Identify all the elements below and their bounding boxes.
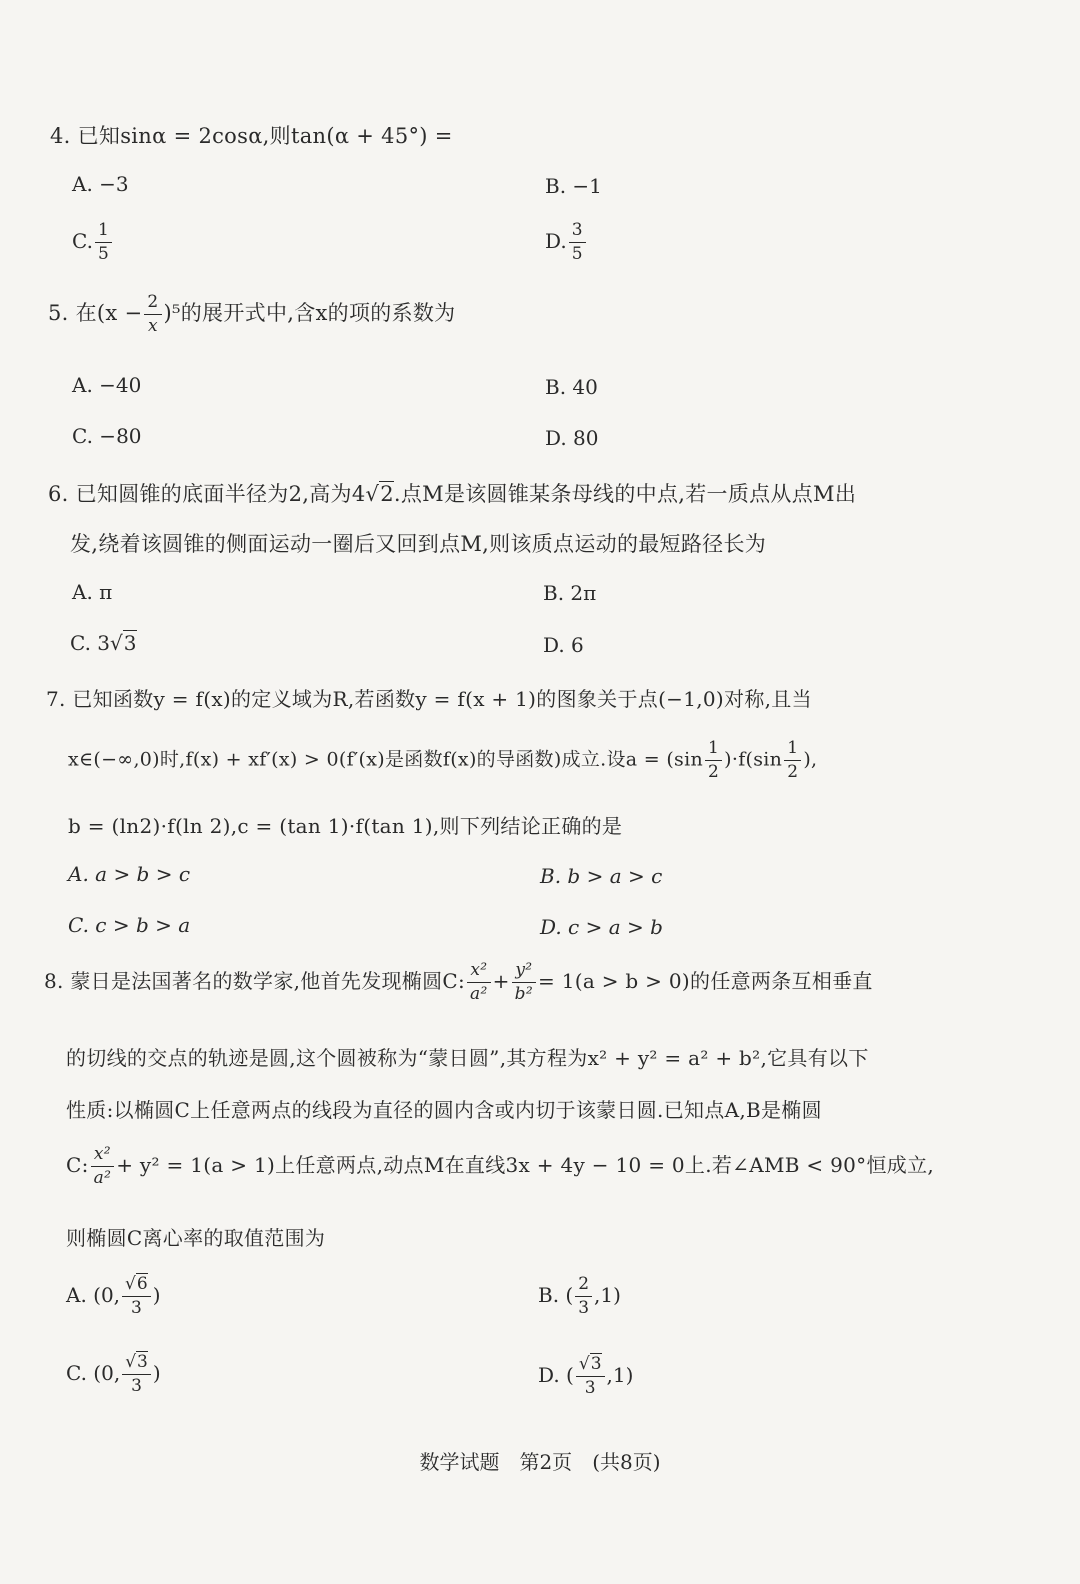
q7-option-d: D. c > a > b bbox=[540, 915, 663, 939]
q8-option-c-fraction: $\frac{√3}{3}$ bbox=[122, 1354, 151, 1395]
footer-page-number: 第2页 bbox=[519, 1450, 573, 1474]
q7-line-2: x∈(−∞,0)时,f(x) + xf′(x) > 0(f′(x)是函数f(x)的导函数)成立.设a = (sin $\frac{1}{2}$ )·f(sin $\frac{1}{2}$ ), bbox=[68, 738, 818, 782]
q8-frac-x2a2: $\frac{\text{x²}}{\text{a²}}$ bbox=[467, 962, 491, 1003]
q6-line-1: 6. 已知圆锥的底面半径为2,高为4√2.点M是该圆锥某条母线的中点,若一质点从点M出 bbox=[48, 482, 857, 506]
q6-option-d: D. 6 bbox=[543, 633, 584, 657]
q8-option-d-fraction: $\frac{√3}{3}$ bbox=[576, 1356, 605, 1397]
q4-option-b: B. −1 bbox=[545, 174, 602, 198]
q7-half-2: $\frac{1}{2}$ bbox=[784, 740, 801, 781]
q8-line-5: 则椭圆C离心率的取值范围为 bbox=[66, 1226, 326, 1250]
q4-option-c bbox=[72, 222, 114, 263]
q5-option-d: D. 80 bbox=[545, 426, 599, 450]
q8-line-1: 8. 蒙日是法国著名的数学家,他首先发现椭圆C: $\frac{\text{x²}}{\text{a²}}$ + $\frac{\text{y²}}{\text{b²}}$ = 1(a > b > 0)的任意两条互相垂直 bbox=[44, 960, 873, 1004]
q8-option-d: D. ( $\frac{√3}{3}$ ,1) bbox=[538, 1354, 634, 1398]
q6-option-b: B. 2π bbox=[543, 581, 597, 605]
q4-stem: 4. 已知sinα = 2cosα,则tan(α + 45°) = bbox=[50, 124, 453, 148]
q5-fraction: $\frac{2}{x}$ bbox=[144, 294, 161, 335]
q8-option-a-fraction: $\frac{√6}{3}$ bbox=[122, 1276, 151, 1317]
q5-option-c: C. −80 bbox=[72, 424, 142, 448]
q7-line-3: b = (ln2)·f(ln 2),c = (tan 1)·f(tan 1),则下列结论正确的是 bbox=[68, 814, 623, 838]
q4-option-d-label: D. bbox=[545, 229, 567, 253]
q6-line-2: 发,绕着该圆锥的侧面运动一圈后又回到点M,则该质点运动的最短路径长为 bbox=[70, 532, 767, 556]
q8-option-b: B. ( $\frac{2}{3}$ ,1) bbox=[538, 1274, 621, 1318]
q6-sqrt: √2 bbox=[365, 482, 394, 506]
page-footer bbox=[0, 1446, 1080, 1475]
q8-frac-x2a2-b: $\frac{\text{x²}}{\text{a²}}$ bbox=[91, 1146, 115, 1187]
q7-line-1: 7. 已知函数y = f(x)的定义域为R,若函数y = f(x + 1)的图象关于点(−1,0)对称,且当 bbox=[46, 687, 812, 711]
q6-option-c: C. 3√3 bbox=[70, 631, 137, 655]
q6-option-c-sqrt: √3 bbox=[110, 631, 137, 655]
q6-option-a: A. π bbox=[72, 580, 113, 604]
footer-subject: 数学试题 bbox=[419, 1450, 500, 1474]
footer-total-pages: (共8页) bbox=[592, 1450, 661, 1474]
q8-option-b-fraction: $\frac{2}{3}$ bbox=[575, 1276, 592, 1317]
q8-frac-y2b2: $\frac{\text{y²}}{\text{b²}}$ bbox=[512, 962, 536, 1003]
q4-option-d-fraction: $\frac{3}{5}$ bbox=[569, 222, 586, 263]
q8-line-2: 的切线的交点的轨迹是圆,这个圆被称为“蒙日圆”,其方程为x² + y² = a² + b²,它具有以下 bbox=[66, 1046, 869, 1070]
q7-option-b: B. b > a > c bbox=[540, 864, 663, 888]
q8-line-4: C: $\frac{\text{x²}}{\text{a²}}$ + y² = 1(a > 1)上任意两点,动点M在直线3x + 4y − 10 = 0上.若∠AMB < 90°恒成立, bbox=[66, 1144, 935, 1188]
q7-option-c: C. c > b > a bbox=[68, 913, 191, 937]
q7-half-1: $\frac{1}{2}$ bbox=[705, 740, 722, 781]
q8-option-a: A. (0, $\frac{√6}{3}$ ) bbox=[66, 1274, 161, 1318]
q4-option-a: A. −3 bbox=[72, 172, 129, 196]
q4-option-c-label: C. bbox=[72, 229, 93, 253]
q4-option-d bbox=[545, 222, 588, 263]
q8-line-3: 性质:以椭圆C上任意两点的线段为直径的圆内含或内切于该蒙日圆.已知点A,B是椭圆 bbox=[66, 1098, 822, 1122]
q5-stem: 5. 在(x − $\frac{2}{x}$ )⁵的展开式中,含x的项的系数为 bbox=[48, 292, 456, 336]
q8-option-c: C. (0, $\frac{√3}{3}$ ) bbox=[66, 1352, 161, 1396]
q5-option-a: A. −40 bbox=[72, 373, 142, 397]
q5-option-b: B. 40 bbox=[545, 375, 598, 399]
q4-option-c-fraction: $\frac{1}{5}$ bbox=[95, 222, 112, 263]
q7-option-a: A. a > b > c bbox=[68, 862, 191, 886]
